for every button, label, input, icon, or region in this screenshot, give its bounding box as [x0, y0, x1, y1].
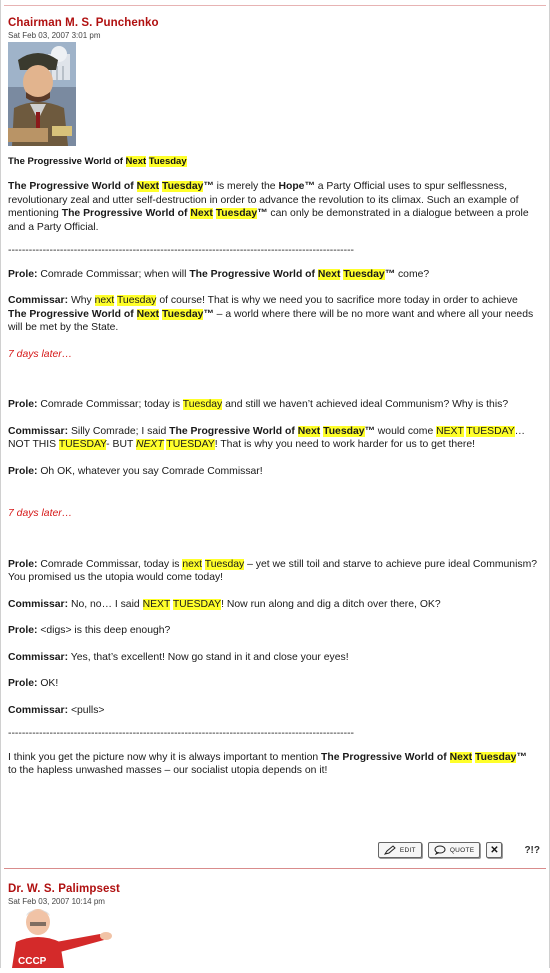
avatar	[8, 42, 76, 151]
highlight-tuesday: Tuesday	[323, 425, 365, 437]
misc-icons: ?!?	[524, 844, 540, 856]
dialogue-line	[8, 268, 538, 282]
speaker-label: Prole:	[8, 399, 38, 410]
text: No, no… I said	[68, 598, 143, 610]
text: ! That is why you need to work harder for us to get there!	[214, 439, 476, 450]
edit-button[interactable]	[378, 842, 422, 858]
post-date: Sat Feb 03, 2007 10:14 pm	[8, 897, 105, 906]
highlight-next: Next	[190, 208, 213, 219]
quote-icon	[434, 845, 446, 855]
edit-label: EDIT	[399, 846, 416, 854]
text: <pulls>	[68, 704, 105, 716]
dialogue-line	[8, 651, 538, 665]
speaker-label: Commissar:	[8, 598, 69, 610]
quote-label: QUOTE	[449, 846, 475, 854]
highlight-next: next	[94, 295, 115, 306]
text: can only be demonstrated in a dialogue between a prole and a Party Official.	[8, 208, 529, 233]
text: <digs> is this deep enough?	[37, 625, 171, 636]
trademark: ™	[203, 181, 214, 192]
bold-text: The Progressive World of	[321, 751, 450, 763]
highlight-next: Next	[297, 425, 321, 437]
text: Comrade Commissar; when will	[37, 268, 190, 280]
post-body	[8, 180, 538, 778]
dialogue-line	[8, 398, 538, 412]
text: - BUT	[106, 439, 136, 450]
text: …NOT THIS	[8, 425, 526, 450]
highlight-tuesday: Tuesday	[162, 181, 204, 192]
caption-highlight-tuesday: Tuesday	[148, 156, 187, 167]
post-actions	[378, 841, 540, 859]
text: is merely the	[213, 181, 279, 192]
highlight-next: NEXT	[436, 425, 464, 437]
text: Oh OK, whatever you say Comrade Commissar!	[37, 465, 263, 477]
highlight-next: Next	[449, 751, 473, 763]
post-author[interactable]: Dr. W. S. Palimpsest	[8, 883, 120, 895]
avatar-text: CCCP	[18, 956, 47, 967]
highlight-next: NEXT	[142, 598, 171, 610]
speaker-label: Prole:	[8, 465, 38, 477]
bold-text: Hope™	[278, 181, 315, 192]
caption-text: The Progressive World of	[8, 156, 126, 167]
speaker-label: Prole:	[8, 558, 38, 570]
highlight-tuesday: TUESDAY	[172, 598, 222, 610]
dialogue-line	[8, 704, 538, 718]
speaker-label: Commissar:	[8, 704, 69, 716]
ip-info-icon[interactable]	[524, 845, 540, 856]
dialogue-line	[8, 624, 538, 638]
highlight-tuesday: Tuesday	[475, 751, 517, 763]
text: and still we haven’t achieved ideal Communism? Why is this?	[222, 399, 509, 410]
speaker-label: Prole:	[8, 625, 38, 636]
text: – yet we still toil and starve to achieve pure ideal Communism? You promised us the utopia would come today!	[8, 558, 538, 583]
highlight-tuesday: Tuesday	[162, 308, 204, 320]
highlight-tuesday: Tuesday	[204, 558, 245, 570]
dialogue-line	[8, 425, 538, 452]
closing-paragraph	[8, 751, 538, 778]
highlight-tuesday: Tuesday	[182, 399, 223, 410]
avatar-image	[8, 42, 76, 146]
text: a Party Official uses to spur selflessness, revolutionary zeal and utter self-destruction in order to advance the revolution to its climax. Such an example of mentioning	[8, 181, 519, 219]
text: I think you get the picture now why it is always important to mention	[8, 751, 322, 763]
post-date: Sat Feb 03, 2007 3:01 pm	[8, 31, 101, 40]
dashed-rule: ----------------------------------------------------------------------------------------------------	[8, 728, 355, 739]
text: Silly Comrade; I said	[68, 425, 170, 437]
highlight-next: Next	[136, 308, 160, 320]
bold-text: The Progressive World of	[8, 181, 137, 192]
highlight-next: Next	[136, 181, 160, 192]
highlight-next: next	[182, 558, 203, 570]
highlight-next: Next	[317, 268, 341, 280]
speaker-label: Commissar:	[8, 295, 69, 306]
speaker-label: Prole:	[8, 678, 38, 689]
top-divider	[4, 5, 546, 6]
edit-icon	[384, 845, 396, 855]
highlight-tuesday: TUESDAY	[166, 439, 215, 450]
bold-text: The Progressive World of	[189, 268, 318, 280]
avatar	[8, 908, 116, 973]
text: Comrade Commissar, today is	[37, 558, 183, 570]
quote-button[interactable]	[428, 842, 481, 858]
caption-highlight-next: Next	[125, 156, 147, 167]
text: to the hapless unwashed masses – our socialist utopia depends on it!	[8, 765, 328, 776]
delete-button[interactable]	[486, 842, 502, 858]
time-skip-note: 7 days later…	[8, 348, 73, 360]
time-skip-note: 7 days later…	[8, 508, 73, 519]
text: Comrade Commissar; today is	[37, 399, 183, 410]
dialogue-line	[8, 677, 538, 691]
trademark: ™	[384, 268, 396, 280]
trademark: ™	[364, 425, 375, 437]
highlight-tuesday: Tuesday	[343, 268, 385, 280]
intro-paragraph	[8, 180, 538, 234]
text: of course! That is why we need you to sacrifice more today in order to achieve	[156, 295, 518, 306]
dialogue-line	[8, 598, 538, 612]
avatar-caption	[8, 156, 187, 167]
text: Why	[68, 295, 95, 306]
text: come?	[395, 268, 430, 280]
speaker-label: Commissar:	[8, 651, 69, 663]
text: – a world where there will be no more want and where all your needs will be met by the State.	[8, 308, 534, 333]
avatar-image	[8, 908, 116, 968]
bold-text: The Progressive World of	[61, 208, 191, 219]
dashed-rule: ----------------------------------------------------------------------------------------------------	[8, 245, 355, 256]
dialogue-line	[8, 294, 538, 335]
trademark: ™	[203, 308, 214, 320]
trademark: ™	[516, 751, 527, 763]
close-icon: ✕	[490, 844, 499, 856]
highlight-tuesday: TUESDAY	[466, 425, 515, 437]
speaker-label: Commissar:	[8, 425, 69, 437]
highlight-next: NEXT	[136, 439, 164, 450]
speaker-label: Prole:	[8, 268, 38, 280]
highlight-tuesday: Tuesday	[116, 295, 157, 306]
bold-text: The Progressive World of	[169, 425, 298, 437]
trademark: ™	[257, 208, 268, 219]
post-divider	[4, 868, 546, 869]
dialogue-line	[8, 465, 538, 479]
text: ! Now run along and dig a ditch over there, OK?	[221, 598, 441, 610]
text: OK!	[37, 678, 59, 689]
text: Yes, that’s excellent! Now go stand in it and close your eyes!	[68, 651, 349, 663]
post-author[interactable]: Chairman M. S. Punchenko	[8, 17, 159, 29]
highlight-tuesday: TUESDAY	[58, 439, 107, 450]
bold-text: The Progressive World of	[8, 308, 137, 320]
highlight-tuesday: Tuesday	[215, 208, 258, 219]
text: would come	[374, 425, 437, 437]
dialogue-line	[8, 558, 538, 585]
